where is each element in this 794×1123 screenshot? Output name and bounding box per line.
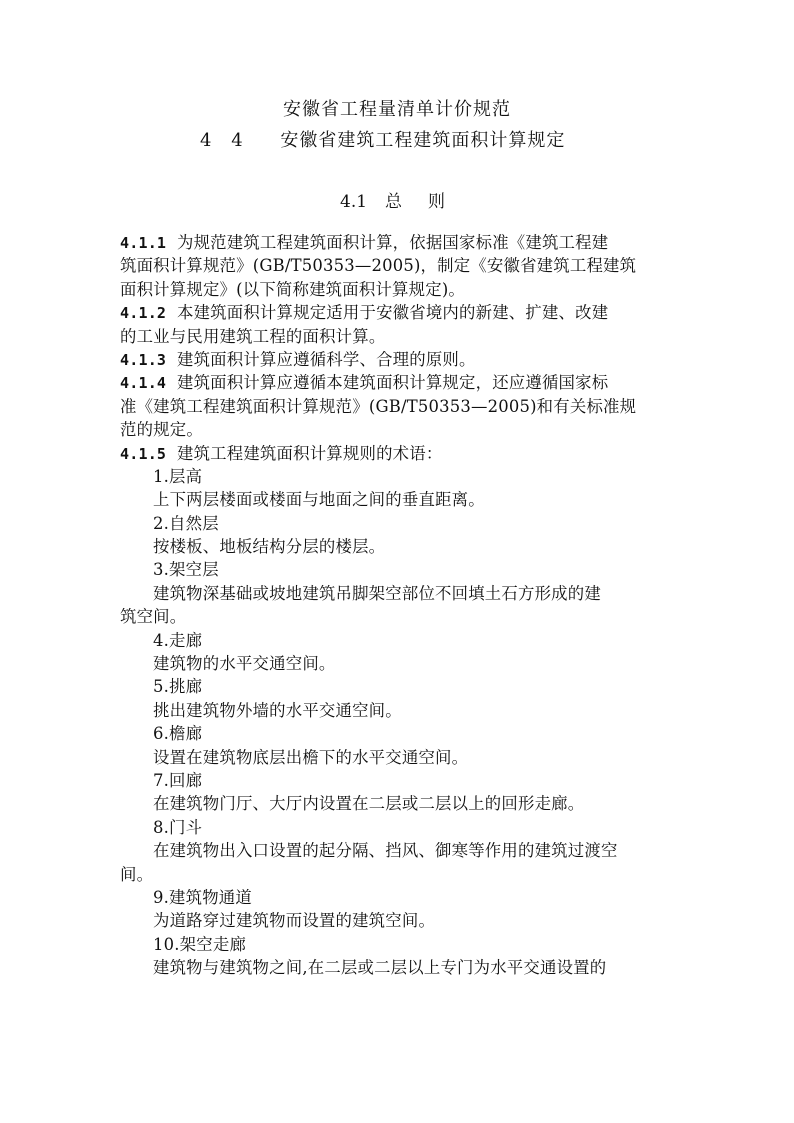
text-line [120, 746, 680, 769]
text-line [120, 722, 680, 745]
line-text: 2.自然层 [153, 513, 219, 533]
clause-number: 4.1.4 [120, 374, 167, 393]
text-line [120, 629, 680, 652]
text-line [120, 863, 680, 886]
line-text: 3.架空层 [153, 560, 219, 580]
line-text: 建筑物与建筑物之间,在二层或二层以上专门为水平交通设置的 [153, 958, 607, 978]
text-line [120, 418, 680, 441]
line-text: 1.层高 [153, 466, 203, 486]
text-line [120, 605, 680, 628]
clause-number: 4.1.1 [120, 234, 167, 252]
text-line [120, 699, 680, 722]
line-text: 为道路穿过建筑物而设置的建筑空间。 [153, 911, 436, 931]
chapter-heading [200, 128, 565, 154]
section-number: 4.1 [340, 192, 368, 212]
line-text: 10.架空走廊 [153, 934, 247, 954]
line-text: 间。 [120, 864, 154, 884]
line-text: 挑出建筑物外墙的水平交通空间。 [153, 700, 402, 720]
text-line [120, 278, 680, 301]
chapter-title: 安徽省建筑工程建筑面积计算规定 [280, 130, 566, 151]
text-line [120, 769, 680, 792]
section-heading [340, 190, 445, 214]
line-text: 上下两层楼面或楼面与地面之间的垂直距离。 [153, 490, 485, 510]
line-text: 建筑面积计算应遵循科学、合理的原则。 [166, 349, 476, 369]
line-text: 建筑工程建筑面积计算规则的术语： [166, 443, 443, 463]
chapter-number-b: 4 [231, 130, 244, 151]
clause-number: 4.1.5 [120, 444, 167, 463]
line-text: 建筑面积计算应遵循本建筑面积计算规定，还应遵循国家标 [166, 373, 609, 393]
line-text: 设置在建筑物底层出檐下的水平交通空间。 [153, 747, 469, 767]
text-line [120, 488, 680, 511]
text-line [120, 792, 680, 815]
document-title: 安徽省工程量清单计价规范 [283, 99, 511, 120]
document-body [120, 231, 680, 980]
chapter-number-a: 4 [200, 130, 213, 151]
line-text: 筑空间。 [120, 607, 187, 627]
line-text: 为规范建筑工程建筑面积计算，依据国家标准《建筑工程建 [166, 233, 609, 252]
text-line [120, 816, 680, 839]
text-line [120, 371, 680, 394]
line-text: 按楼板、地板结构分层的楼层。 [153, 537, 386, 557]
text-line [120, 839, 680, 862]
text-line [120, 886, 680, 909]
line-text: 面积计算规定》(以下简称建筑面积计算规定)。 [120, 279, 466, 299]
line-text: 准《建筑工程建筑面积计算规范》(GB/T50353—2005)和有关标准规 [120, 396, 637, 416]
text-line [120, 395, 680, 418]
text-line [120, 956, 680, 979]
clause-number: 4.1.2 [120, 304, 167, 323]
text-line [120, 465, 680, 488]
line-text: 8.门斗 [153, 817, 203, 837]
text-line [120, 933, 680, 956]
text-line [120, 652, 680, 675]
text-line [120, 442, 680, 465]
line-text: 5.挑廊 [153, 677, 203, 697]
line-text: 在建筑物出入口设置的起分隔、挡风、御寒等作用的建筑过渡空 [153, 841, 618, 861]
section-title-b: 则 [428, 192, 446, 212]
text-line [120, 325, 680, 348]
text-line [120, 558, 680, 581]
line-text: 4.走廊 [153, 630, 203, 650]
text-line [120, 301, 680, 324]
section-title-a: 总 [385, 192, 403, 212]
line-text: 7.回廊 [153, 770, 203, 790]
text-line [120, 254, 680, 277]
line-text: 6.檐廊 [153, 724, 203, 744]
line-text: 本建筑面积计算规定适用于安徽省境内的新建、扩建、改建 [166, 303, 609, 323]
text-line [120, 582, 680, 605]
line-text: 在建筑物门厅、大厅内设置在二层或二层以上的回形走廊。 [153, 794, 585, 814]
text-line [120, 348, 680, 371]
line-text: 范的规定。 [120, 420, 203, 440]
text-line [120, 512, 680, 535]
clause-number: 4.1.3 [120, 350, 167, 369]
line-text: 9.建筑物通道 [153, 887, 252, 907]
line-text: 建筑物深基础或坡地建筑吊脚架空部位不回填土石方形成的建 [153, 583, 601, 603]
line-text: 筑面积计算规范》(GB/T50353—2005)，制定《安徽省建筑工程建筑 [120, 256, 637, 276]
text-line [120, 909, 680, 932]
text-line [120, 535, 680, 558]
line-text: 建筑物的水平交通空间。 [153, 654, 336, 674]
line-text: 的工业与民用建筑工程的面积计算。 [120, 326, 386, 346]
text-line [120, 231, 680, 254]
text-line [120, 675, 680, 698]
